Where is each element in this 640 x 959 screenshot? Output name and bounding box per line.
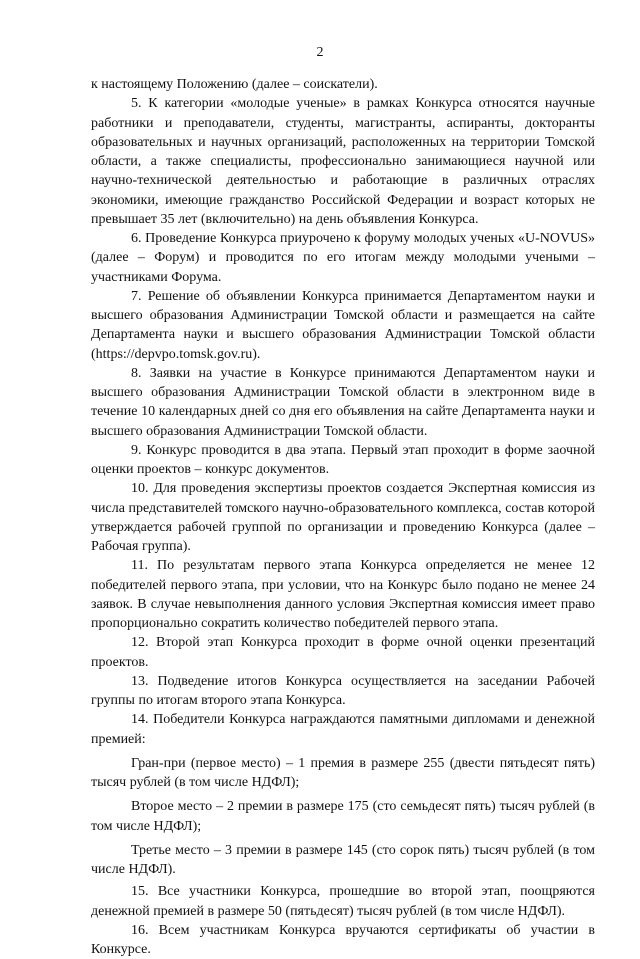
- paragraph-14: 14. Победители Конкурса награждаются памятными дипломами и денежной премией:: [91, 712, 595, 747]
- paragraph-6: 6. Проведение Конкурса приурочено к форуму молодых ученых «U-NOVUS» (далее – Форум) и проводится по его итогам между молодыми учеными – участниками Форума.: [91, 231, 595, 285]
- paragraph-8: 8. Заявки на участие в Конкурсе принимаются Департаментом науки и высшего образования Администрации Томской области в электронном виде в течение 10 календарных дней со дня его объявления на сайте Департамента науки и высшего образования Администрации Томской области.: [91, 365, 595, 439]
- paragraph-11: 11. По результатам первого этапа Конкурса определяется не менее 12 победителей первого этапа, при условии, что на Конкурс было подано не менее 24 заявок. В случае невыполнения данного условия Экспертная комиссия имеет право пропорционально сократить количество победителей первого этапа.: [91, 558, 595, 631]
- paragraph-10: 10. Для проведения экспертизы проектов создается Экспертная комиссия из числа представителей томского научно-образовательного комплекса, состав которой утверждается рабочей группой по организации и проведению Конкурса (далее – Рабочая группа).: [91, 481, 595, 554]
- paragraph-15: 15. Все участники Конкурса, прошедшие во второй этап, поощряются денежной премией в размере 50 (пятьдесят) тысяч рублей (в том числе НДФЛ).: [91, 884, 595, 919]
- paragraph-16: 16. Всем участникам Конкурса вручаются сертификаты об участии в Конкурсе.: [91, 922, 595, 957]
- paragraph-5: 5. К категории «молодые ученые» в рамках Конкурса относятся научные работники и преподаватели, студенты, магистранты, аспиранты, докторанты образовательных и научных организаций, расположенных на территории Томской области, а также специалисты, профессионально занимающиеся научной или научно-технической деятельностью и работающие в различных отраслях экономики, имеющие гражданство Российской Федерации и возраст которых не превышает 35 лет (включительно) на день объявления Конкурса.: [91, 96, 595, 227]
- paragraph-7: 7. Решение об объявлении Конкурса принимается Департаментом науки и высшего образования Администрации Томской области и размещается на сайте Департамента науки и высшего образования Администрации Томской области (https://depvpo.tomsk.gov.ru).: [91, 288, 595, 362]
- paragraph-9: 9. Конкурс проводится в два этапа. Первый этап проходит в форме заочной оценки проектов – конкурс документов.: [91, 442, 595, 477]
- prize-grand-prix: Гран-при (первое место) – 1 премия в размере 255 (двести пятьдесят пять) тысяч рублей (в том числе НДФЛ);: [91, 755, 595, 790]
- document-body: [91, 75, 595, 959]
- paragraph-12: 12. Второй этап Конкурса проходит в форме очной оценки презентаций проектов.: [91, 635, 595, 670]
- page-number: 2: [316, 45, 324, 60]
- paragraph-continuation: к настоящему Положению (далее – соискатели).: [91, 77, 378, 92]
- prize-second-place: Второе место – 2 премии в размере 175 (сто семьдесят пять) тысяч рублей (в том числе НДФЛ);: [91, 799, 595, 834]
- prize-third-place: Третье место – 3 премии в размере 145 (сто сорок пять) тысяч рублей (в том числе НДФЛ).: [91, 842, 595, 877]
- paragraph-13: 13. Подведение итогов Конкурса осуществляется на заседании Рабочей группы по итогам второго этапа Конкурса.: [91, 673, 595, 708]
